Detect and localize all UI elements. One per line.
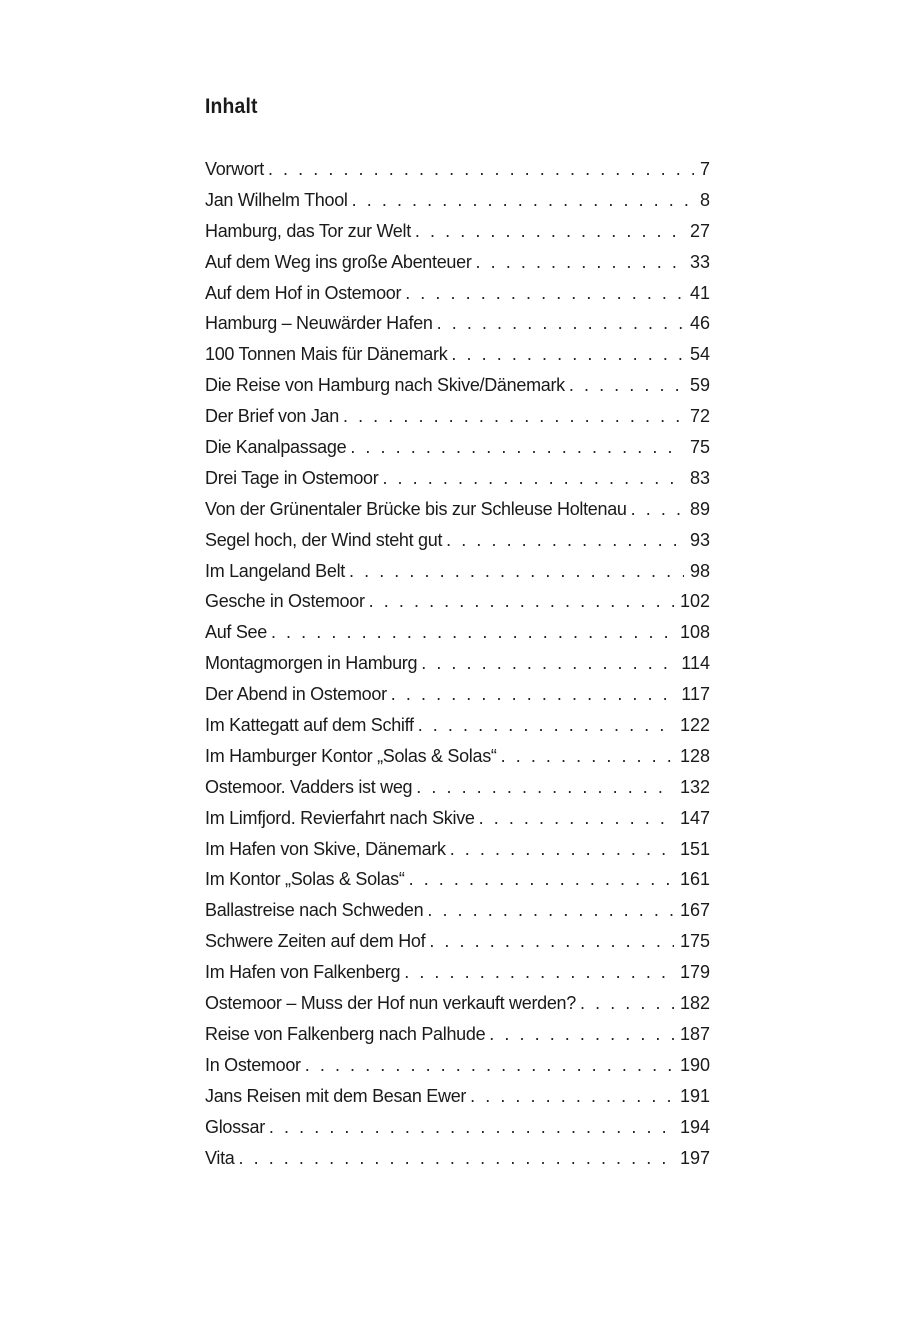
toc-entry: [205, 1050, 710, 1081]
toc-entry-page-number: 89: [689, 498, 710, 519]
toc-entry: [205, 556, 710, 587]
dot-leader: [489, 1019, 674, 1050]
toc-entry-title: 100 Tonnen Mais für Dänemark: [205, 344, 448, 365]
toc-entry-title: Im Kontor „Solas & Solas“: [205, 869, 405, 890]
toc-entry-page-number: 161: [679, 869, 710, 890]
toc-entry-page-number: 93: [689, 529, 710, 550]
dot-leader: [343, 401, 684, 432]
toc-entry: [205, 864, 710, 895]
toc-entry: [205, 957, 710, 988]
toc-entry: [205, 278, 710, 309]
dot-leader: [391, 679, 676, 710]
toc-entry-title: Im Hafen von Skive, Dänemark: [205, 838, 446, 859]
toc-entry-page-number: 182: [679, 993, 710, 1014]
dot-leader: [437, 308, 684, 339]
dot-leader: [631, 494, 684, 525]
toc-entry-page-number: 179: [679, 962, 710, 983]
toc-entry-page-number: 98: [689, 560, 710, 581]
toc-entry-title: Ostemoor. Vadders ist weg: [205, 776, 413, 797]
toc-entry-page-number: 83: [689, 467, 710, 488]
dot-leader: [415, 216, 684, 247]
toc-entry-title: Gesche in Ostemoor: [205, 591, 365, 612]
toc-entry-page-number: 33: [689, 251, 710, 272]
toc-page: [205, 92, 710, 1168]
toc-entry-title: Von der Grünentaler Brücke bis zur Schleuse Holtenau: [205, 498, 627, 519]
toc-entry-title: Ballastreise nach Schweden: [205, 900, 424, 921]
dot-leader: [421, 648, 675, 679]
dot-leader: [404, 957, 674, 988]
toc-entry: [205, 926, 710, 957]
toc-entry: [205, 1112, 710, 1143]
toc-entry-title: Der Brief von Jan: [205, 406, 339, 427]
toc-entry-page-number: 75: [689, 437, 710, 458]
toc-entry-page-number: 7: [699, 159, 710, 179]
dot-leader: [349, 556, 684, 587]
toc-entry-page-number: 41: [689, 282, 710, 303]
toc-entry-page-number: 117: [681, 684, 710, 705]
toc-entry-title: Drei Tage in Ostemoor: [205, 467, 379, 488]
dot-leader: [350, 432, 684, 463]
toc-entry-title: Ostemoor – Muss der Hof nun verkauft werden?: [205, 993, 576, 1014]
toc-entry-page-number: 108: [679, 622, 710, 643]
toc-entry-title: Auf dem Hof in Ostemoor: [205, 282, 402, 303]
toc-entry: [205, 679, 710, 710]
toc-entry-title: Hamburg, das Tor zur Welt: [205, 220, 411, 241]
toc-entry-title: Auf See: [205, 622, 267, 643]
toc-entry-page-number: 191: [679, 1085, 710, 1106]
dot-leader: [382, 463, 684, 494]
toc-entry-page-number: 59: [689, 375, 710, 396]
dot-leader: [479, 803, 674, 834]
toc-entry-title: Jan Wilhelm Thool: [205, 189, 348, 210]
toc-entry: [205, 247, 710, 278]
dot-leader: [416, 772, 674, 803]
toc-entry-page-number: 114: [681, 653, 710, 674]
toc-entry-page-number: 197: [679, 1147, 710, 1168]
toc-entry-page-number: 190: [679, 1054, 710, 1075]
toc-entry-title: Auf dem Weg ins große Abenteuer: [205, 251, 472, 272]
toc-entry-page-number: 54: [689, 344, 710, 365]
toc-entry-title: Der Abend in Ostemoor: [205, 684, 387, 705]
toc-entry: [205, 895, 710, 926]
toc-entry-page-number: 187: [679, 1023, 710, 1044]
toc-entry: [205, 988, 710, 1019]
toc-entry-title: Glossar: [205, 1116, 265, 1137]
toc-entry-title: Jans Reisen mit dem Besan Ewer: [205, 1085, 467, 1106]
toc-entry: [205, 741, 710, 772]
dot-leader: [450, 834, 674, 865]
toc-entry-page-number: 46: [689, 313, 710, 334]
toc-entry-page-number: 72: [689, 406, 710, 427]
toc-entry-title: In Ostemoor: [205, 1054, 301, 1075]
toc-entry-page-number: 128: [679, 745, 710, 766]
toc-entry-title: Die Kanalpassage: [205, 437, 347, 458]
toc-entry: [205, 308, 710, 339]
toc-entry-page-number: 132: [679, 776, 710, 797]
toc-entry-title: Im Kattegatt auf dem Schiff: [205, 715, 414, 736]
toc-entry-page-number: 167: [679, 900, 710, 921]
dot-leader: [305, 1050, 674, 1081]
toc-entry-title: Vita: [205, 1147, 235, 1168]
toc-entry: [205, 525, 710, 556]
toc-entry-title: Die Reise von Hamburg nach Skive/Dänemark: [205, 375, 565, 396]
toc-entry-page-number: 102: [679, 591, 710, 612]
toc-entry: [205, 401, 710, 432]
toc-entry-title: Montagmorgen in Hamburg: [205, 653, 418, 674]
toc-entry-page-number: 8: [699, 189, 710, 210]
toc-entry: [205, 648, 710, 679]
toc-entry-page-number: 194: [679, 1116, 710, 1137]
toc-entry: [205, 1081, 710, 1112]
toc-entry-title: Reise von Falkenberg nach Palhude: [205, 1023, 486, 1044]
dot-leader: [427, 895, 674, 926]
dot-leader: [409, 864, 674, 895]
toc-entry-title: Im Hamburger Kontor „Solas & Solas“: [205, 745, 497, 766]
toc-entry: [205, 216, 710, 247]
dot-leader: [470, 1081, 674, 1112]
toc-entry: [205, 834, 710, 865]
dot-leader: [271, 617, 674, 648]
toc-entry-page-number: 147: [679, 807, 710, 828]
toc-entry: [205, 1019, 710, 1050]
dot-leader: [429, 926, 674, 957]
toc-entry: [205, 1143, 710, 1174]
toc-entry-title: Schwere Zeiten auf dem Hof: [205, 931, 426, 952]
dot-leader: [268, 154, 694, 185]
dot-leader: [446, 525, 684, 556]
toc-entry-title: Im Limfjord. Revierfahrt nach Skive: [205, 807, 475, 828]
toc-entry: [205, 772, 710, 803]
dot-leader: [405, 278, 684, 309]
dot-leader: [501, 741, 674, 772]
dot-leader: [476, 247, 684, 278]
toc-entry: [205, 463, 710, 494]
toc-entry: [205, 185, 710, 216]
dot-leader: [451, 339, 684, 370]
toc-entry: [205, 617, 710, 648]
toc-entry: [205, 370, 710, 401]
dot-leader: [569, 370, 684, 401]
toc-entry: [205, 432, 710, 463]
toc-entry: [205, 710, 710, 741]
toc-entry-page-number: 175: [679, 931, 710, 952]
toc-entry: [205, 803, 710, 834]
toc-entry-title: Hamburg – Neuwärder Hafen: [205, 313, 433, 334]
toc-entry: [205, 586, 710, 617]
toc-entry-title: Segel hoch, der Wind steht gut: [205, 529, 443, 550]
toc-entry-title: Vorwort: [205, 159, 264, 179]
dot-leader: [580, 988, 674, 1019]
page-title: Inhalt: [205, 95, 258, 118]
dot-leader: [269, 1112, 674, 1143]
toc-entry-page-number: 27: [689, 220, 710, 241]
toc-entry-page-number: 151: [679, 838, 710, 859]
toc-list: [205, 154, 710, 1173]
dot-leader: [418, 710, 674, 741]
toc-entry-page-number: 122: [679, 715, 710, 736]
toc-entry-title: Im Langeland Belt: [205, 560, 345, 581]
dot-leader: [369, 586, 674, 617]
dot-leader: [352, 185, 694, 216]
toc-entry: [205, 154, 710, 185]
toc-entry: [205, 494, 710, 525]
dot-leader: [239, 1143, 674, 1174]
toc-entry-title: Im Hafen von Falkenberg: [205, 962, 401, 983]
toc-entry: [205, 339, 710, 370]
